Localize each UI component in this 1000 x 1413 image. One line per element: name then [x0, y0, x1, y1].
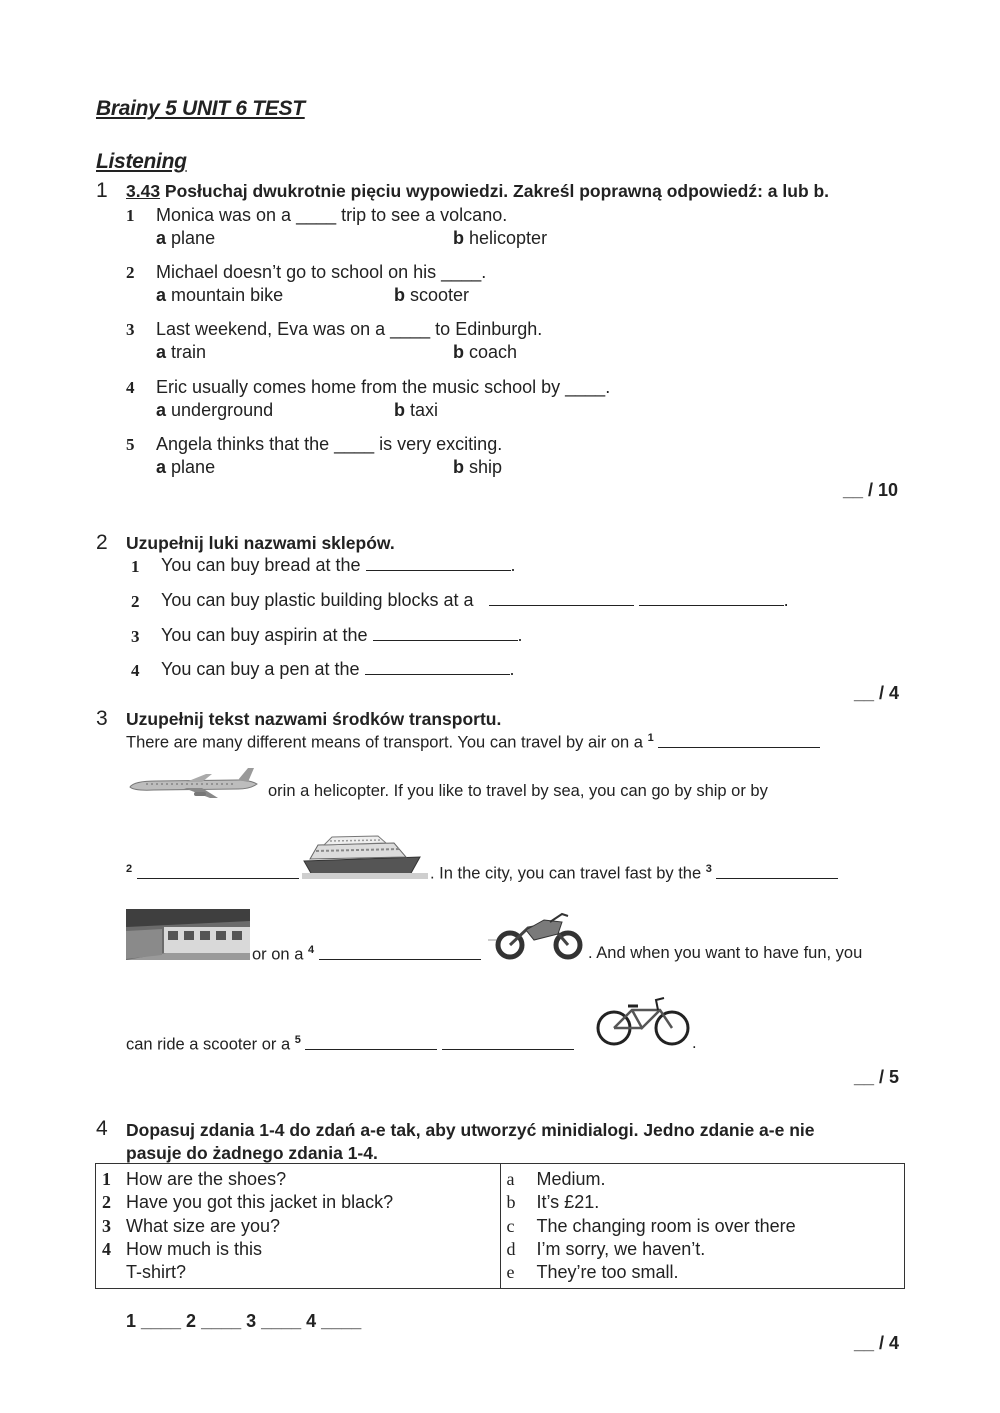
- ex2-item: You can buy aspirin at the .: [161, 625, 523, 645]
- row-number: 4: [102, 1238, 111, 1259]
- row-letter: d: [506, 1238, 516, 1259]
- answer-blank[interactable]: [305, 1035, 437, 1050]
- ex1-question: Eric usually comes home from the music school by ____.: [156, 377, 611, 397]
- answer-blank[interactable]: [365, 660, 510, 675]
- ex3-line1: [126, 732, 820, 753]
- table-row: [102, 1215, 494, 1238]
- gap-number: 2: [126, 863, 133, 875]
- table-row: [102, 1238, 494, 1261]
- answer-blank[interactable]: [366, 556, 511, 571]
- table-row: [507, 1261, 899, 1284]
- table-row: [102, 1191, 494, 1214]
- option-b[interactable]: [453, 228, 547, 249]
- matching-table: [95, 1163, 905, 1289]
- row-letter: a: [506, 1169, 515, 1189]
- airplane-icon: [126, 766, 268, 800]
- row-text: T-shirt?: [126, 1262, 187, 1283]
- option-text: ship: [469, 457, 503, 477]
- ex3-line3: [126, 863, 299, 884]
- option-a[interactable]: [156, 400, 273, 421]
- row-text: They’re too small.: [536, 1262, 679, 1283]
- answer-blank[interactable]: [489, 591, 634, 606]
- table-row: [507, 1215, 899, 1238]
- ex2-score: __ / 4: [854, 683, 900, 703]
- ex4-score: __ / 4: [854, 1333, 900, 1353]
- ex3-text: can ride a scooter or a: [126, 1035, 291, 1054]
- ex1-track: 3.43: [126, 181, 161, 201]
- ex3-score: __ / 5: [854, 1067, 900, 1087]
- ex3-text: or on a: [252, 945, 304, 964]
- option-text: underground: [171, 400, 274, 420]
- row-text: Medium.: [536, 1169, 606, 1189]
- gap-number: 5: [294, 1034, 301, 1046]
- ex4-instruction-2: pasuje do żadnego zdania 1-4.: [126, 1143, 378, 1163]
- ex2-item-text: You can buy plastic building blocks at a: [161, 590, 474, 610]
- option-a[interactable]: [156, 228, 215, 249]
- row-text: How much is this: [126, 1238, 263, 1259]
- ex1-item-num: 1: [126, 206, 135, 225]
- ex3-line4: [252, 944, 481, 965]
- answer-blank[interactable]: [373, 626, 518, 641]
- option-letter: b: [453, 228, 464, 248]
- option-b[interactable]: [453, 342, 517, 363]
- row-number: 3: [102, 1215, 111, 1236]
- row-text: It’s £21.: [536, 1192, 600, 1213]
- underground-train-icon: [126, 909, 250, 960]
- ex3-text: . In the city, you can travel fast by the: [430, 864, 702, 883]
- row-letter: c: [506, 1215, 515, 1236]
- option-a[interactable]: [156, 457, 215, 478]
- option-letter: b: [453, 342, 464, 362]
- ex2-instruction: Uzupełnij luki nazwami sklepów.: [126, 533, 395, 553]
- test-title: Brainy 5 UNIT 6 TEST: [96, 97, 305, 120]
- option-letter: a: [156, 457, 167, 477]
- ex1-question: Last weekend, Eva was on a ____ to Edinburgh.: [156, 319, 543, 339]
- ex1-question: Michael doesn’t go to school on his ____.: [156, 262, 487, 282]
- option-text: scooter: [410, 285, 470, 305]
- answer-blank[interactable]: [137, 864, 299, 879]
- ex1-score: __ / 10: [843, 480, 899, 500]
- ex3-text: There are many different means of transport. You can travel by air on a: [126, 733, 643, 752]
- answer-blank[interactable]: [639, 591, 784, 606]
- ex1-item-num: 5: [126, 435, 135, 454]
- table-row: [507, 1238, 899, 1261]
- option-letter: b: [453, 457, 464, 477]
- ex1-item-num: 2: [126, 263, 135, 282]
- option-letter: b: [394, 400, 405, 420]
- ex3-line2: orin a helicopter. If you like to travel by sea, you can go by ship or by: [268, 782, 768, 800]
- bicycle-icon: [594, 996, 694, 1048]
- table-row: [507, 1191, 899, 1214]
- ex2-item-num: 3: [131, 627, 140, 646]
- answer-blank[interactable]: [716, 864, 838, 879]
- ex2-item-text: You can buy bread at the: [161, 555, 361, 575]
- option-letter: a: [156, 285, 167, 305]
- ex2-number: 2: [96, 531, 108, 554]
- table-row: [102, 1261, 494, 1284]
- ex1-question: Monica was on a ____ trip to see a volcano.: [156, 205, 508, 225]
- ex3-line4b: . And when you want to have fun, you: [588, 944, 863, 962]
- ex2-item-text: You can buy aspirin at the: [161, 625, 368, 645]
- ex2-item: You can buy a pen at the .: [161, 659, 515, 679]
- option-text: train: [171, 342, 207, 362]
- row-text: I’m sorry, we haven’t.: [536, 1238, 706, 1259]
- matching-right-column: [500, 1164, 905, 1289]
- option-a[interactable]: [156, 342, 206, 363]
- motorbike-icon: [488, 910, 588, 960]
- ex2-item-num: 4: [131, 661, 140, 680]
- gap-number: 3: [705, 863, 712, 875]
- option-text: taxi: [410, 400, 439, 420]
- table-row: [102, 1168, 494, 1191]
- option-b[interactable]: [453, 457, 502, 478]
- ex3-line5: [126, 1034, 574, 1055]
- gap-number: 4: [307, 944, 315, 956]
- ex4-number: 4: [96, 1117, 108, 1140]
- row-text: Have you got this jacket in black?: [126, 1192, 394, 1213]
- matching-left-column: [96, 1164, 501, 1289]
- answer-blank[interactable]: [658, 733, 820, 748]
- row-number: [102, 1261, 126, 1284]
- ex1-instruction-text: Posłuchaj dwukrotnie pięciu wypowiedzi. Zakreśl poprawną odpowiedź: a lub b.: [160, 181, 830, 201]
- option-text: plane: [171, 457, 216, 477]
- ex3-line5-end: .: [692, 1034, 697, 1052]
- row-text: What size are you?: [126, 1215, 281, 1236]
- ex1-item-num: 3: [126, 320, 135, 339]
- ex2-item-text: You can buy a pen at the: [161, 659, 360, 679]
- ex2-item: You can buy plastic building blocks at a .: [161, 590, 789, 610]
- option-b[interactable]: [394, 400, 438, 421]
- option-letter: a: [156, 400, 167, 420]
- option-text: coach: [469, 342, 518, 362]
- option-letter: a: [156, 342, 167, 362]
- option-letter: b: [394, 285, 405, 305]
- ex1-instruction: [126, 181, 829, 202]
- table-row: [507, 1168, 899, 1191]
- ex3-instruction: Uzupełnij tekst nazwami środków transportu.: [126, 709, 502, 729]
- option-letter: a: [156, 228, 167, 248]
- ex1-number: 1: [96, 179, 108, 202]
- answer-blank[interactable]: [442, 1035, 574, 1050]
- option-text: helicopter: [469, 228, 548, 248]
- ex1-question: Angela thinks that the ____ is very exciting.: [156, 434, 503, 454]
- cruise-ship-icon: [302, 833, 428, 879]
- option-a[interactable]: [156, 285, 283, 306]
- ex1-item-num: 4: [126, 378, 135, 397]
- ex3-number: 3: [96, 707, 108, 730]
- ex2-item-num: 1: [131, 557, 140, 576]
- row-text: How are the shoes?: [126, 1169, 287, 1189]
- row-number: 2: [102, 1192, 111, 1213]
- option-text: mountain bike: [171, 285, 284, 305]
- row-number: 1: [102, 1169, 111, 1189]
- row-letter: b: [506, 1192, 516, 1213]
- row-text: The changing room is over there: [536, 1215, 796, 1236]
- section-heading: Listening: [96, 150, 187, 173]
- ex3-line3b: [430, 863, 838, 884]
- answer-blank[interactable]: [319, 945, 481, 960]
- ex2-item-num: 2: [131, 592, 140, 611]
- ex2-item: You can buy bread at the .: [161, 555, 516, 575]
- option-b[interactable]: [394, 285, 469, 306]
- ex4-instruction: Dopasuj zdania 1-4 do zdań a-e tak, aby utworzyć minidialogi. Jedno zdanie a-e nie: [126, 1120, 815, 1140]
- row-letter: e: [506, 1262, 515, 1283]
- option-text: plane: [171, 228, 216, 248]
- gap-number: 1: [647, 732, 654, 744]
- ex4-answer-line[interactable]: 1 ____ 2 ____ 3 ____ 4 ____: [126, 1311, 362, 1331]
